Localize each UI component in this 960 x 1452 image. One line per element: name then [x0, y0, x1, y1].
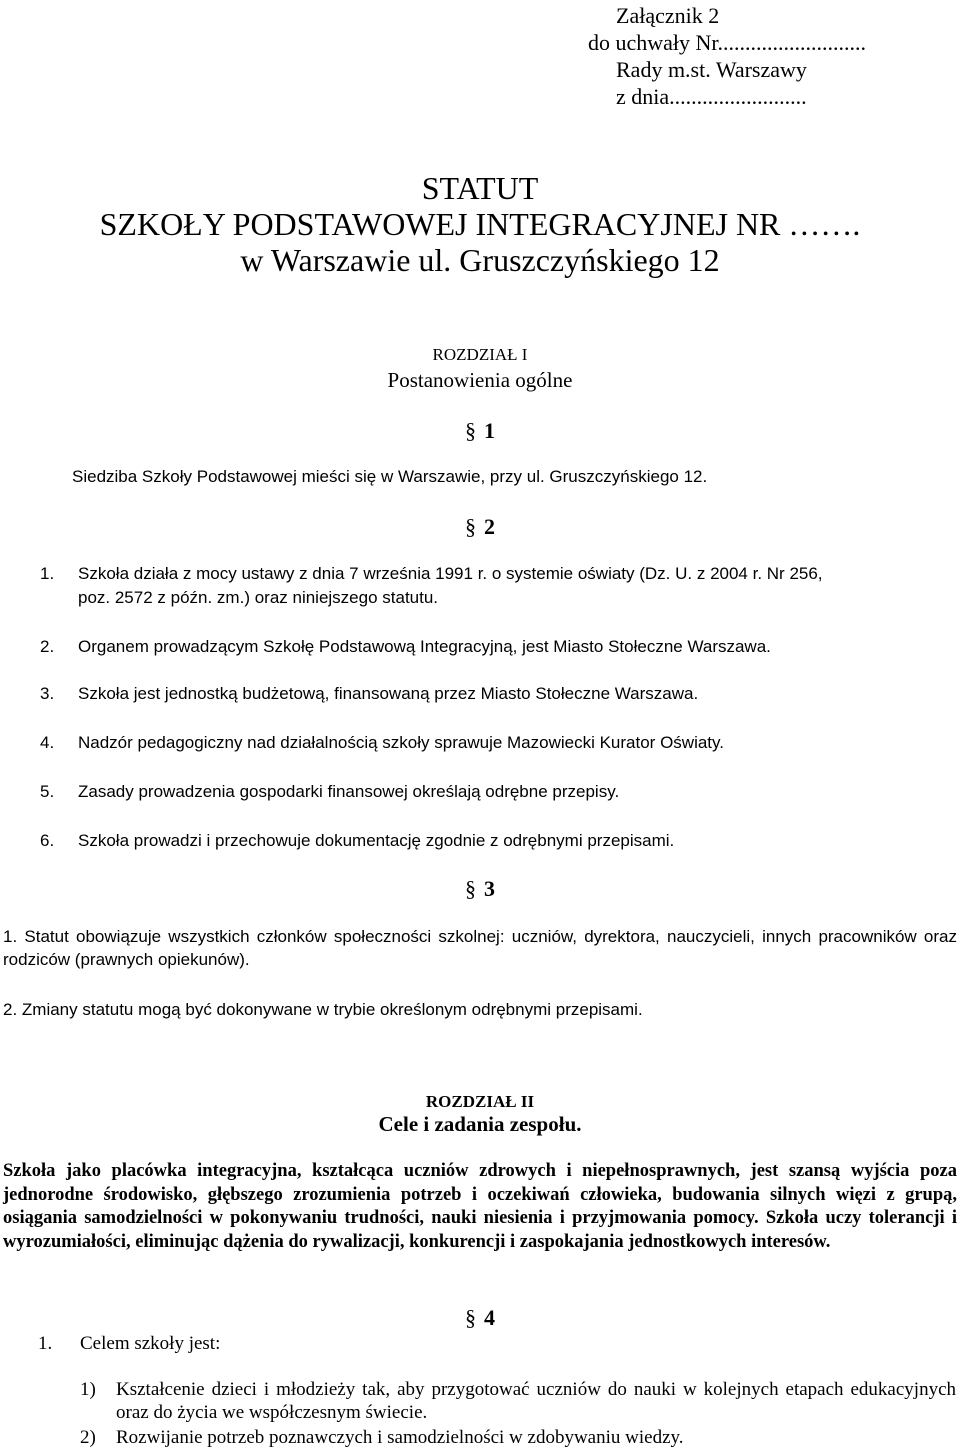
section-4-item-2-number: 2) — [80, 1427, 96, 1448]
section-number: 1 — [484, 418, 495, 443]
section-4-item-1-text: Kształcenie dzieci i młodzieży tak, aby przygotować uczniów do nauki w kolejnych etapach edukacyjnych oraz do życia we współczesnym świecie. — [116, 1379, 956, 1423]
section-symbol: § — [465, 876, 476, 901]
section-2-item-4 — [40, 733, 724, 753]
section-3-paragraph-2: 2. Zmiany statutu mogą być dokonywane w trybie określonym odrębnymi przepisami. — [3, 1000, 643, 1019]
section-2-heading — [0, 514, 960, 540]
item-number: 5. — [40, 782, 55, 801]
chapter-1-label: ROZDZIAŁ I — [432, 345, 528, 364]
item-number: 1. — [40, 564, 55, 583]
section-3-heading — [0, 876, 960, 902]
item-number: 3. — [40, 684, 55, 703]
attachment-note-line: z dnia......................... — [616, 84, 807, 109]
item-text: Celem szkoły jest: — [80, 1333, 221, 1354]
item-text: Zasady prowadzenia gospodarki finansowej określają odrębne przepisy. — [78, 782, 620, 801]
section-2-item-3 — [40, 684, 698, 704]
chapter-2-intro: Szkoła jako placówka integracyjna, kształcąca uczniów zdrowych i niepełnosprawnych, jest szansą wyjścia poza jednorodne środowisko, głębszego zrozumienia potrzeb i oczekiwań człowieka, budowania silnych więzi z grupą, osiągania samodzielności w pokonywaniu trudności, nauki niesienia i przyjmowania pomocy. Szkoła uczy tolerancji i wyrozumiałości, eliminując dążenia do rywalizacji, konkurencji i zaspokajania jednostkowych interesów. — [3, 1161, 957, 1252]
document-title — [0, 170, 960, 278]
title-line: SZKOŁY PODSTAWOWEJ INTEGRACYJNEJ NR ……. — [99, 206, 861, 242]
section-2-item-2 — [40, 637, 771, 657]
item-number: 4. — [40, 733, 55, 752]
section-symbol: § — [465, 418, 476, 443]
item-text: Szkoła jest jednostką budżetową, finansowaną przez Miasto Stołeczne Warszawa. — [78, 684, 699, 703]
title-line: STATUT — [421, 170, 539, 206]
item-text: Szkoła prowadzi i przechowuje dokumentację zgodnie z odrębnymi przepisami. — [78, 831, 675, 850]
section-number: 4 — [484, 1305, 495, 1330]
section-number: 3 — [484, 876, 495, 901]
section-1-heading — [0, 418, 960, 444]
section-number: 2 — [484, 514, 495, 539]
section-2-item-5 — [40, 782, 619, 802]
item-text: Szkoła działa z mocy ustawy z dnia 7 września 1991 r. o systemie oświaty (Dz. U. z 2004 r. Nr 256, — [78, 564, 823, 583]
chapter-2-name: Cele i zadania zespołu. — [378, 1112, 582, 1136]
attachment-note-line: do uchwały Nr........................... — [588, 30, 867, 55]
section-4-item-1-number: 1) — [80, 1379, 96, 1400]
section-symbol: § — [465, 514, 476, 539]
section-4-heading — [0, 1305, 960, 1331]
chapter-2-label: ROZDZIAŁ II — [425, 1092, 535, 1111]
section-1-text: Siedziba Szkoły Podstawowej mieści się w Warszawie, przy ul. Gruszczyńskiego 12. — [72, 467, 708, 486]
attachment-note — [588, 2, 866, 110]
item-number: 6. — [40, 831, 55, 850]
item-text: Nadzór pedagogiczny nad działalnością szkoły sprawuje Mazowiecki Kurator Oświaty. — [78, 733, 724, 752]
item-number: 1. — [38, 1333, 53, 1354]
attachment-note-line: Rady m.st. Warszawy — [616, 57, 807, 82]
section-4-item-2-text: Rozwijanie potrzeb poznawczych i samodzielności w zdobywaniu wiedzy. — [116, 1427, 684, 1448]
chapter-1-name: Postanowienia ogólne — [387, 368, 573, 392]
section-2-item-1-cont: poz. 2572 z późn. zm.) oraz niniejszego statutu. — [78, 588, 439, 607]
item-number: 2. — [40, 637, 55, 656]
section-2-item-6 — [40, 831, 674, 851]
attachment-note-line: Załącznik 2 — [616, 3, 720, 28]
section-2-item-1 — [40, 564, 823, 584]
section-3-paragraph-1: 1. Statut obowiązuje wszystkich członków społeczności szkolnej: uczniów, dyrektora, nauczycieli, innych pracowników oraz rodziców (prawnych opiekunów). — [3, 927, 957, 969]
section-4-lead — [38, 1332, 220, 1355]
section-symbol: § — [465, 1305, 476, 1330]
title-line: w Warszawie ul. Gruszczyńskiego 12 — [240, 242, 720, 278]
item-text: Organem prowadzącym Szkołę Podstawową Integracyjną, jest Miasto Stołeczne Warszawa. — [78, 637, 771, 656]
